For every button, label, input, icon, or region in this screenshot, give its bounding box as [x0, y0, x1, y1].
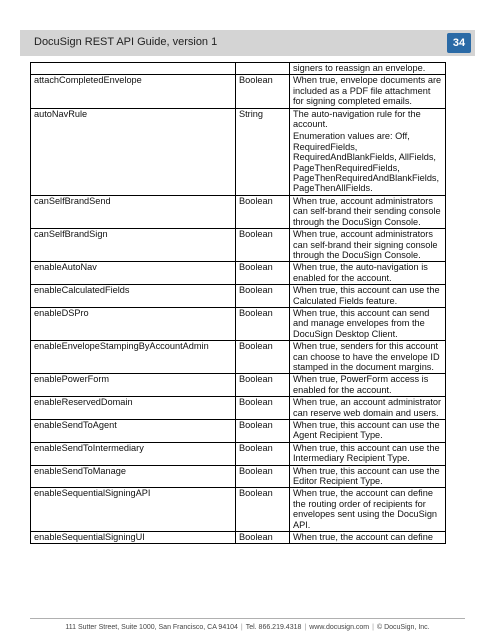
table-row [31, 262, 446, 285]
description-paragraph: When true, this account can send and manage envelopes from the DocuSign Desktop Client. [293, 307, 430, 339]
param-type: Boolean [236, 532, 290, 544]
param-description [290, 229, 446, 262]
param-name: enableSendToManage [31, 465, 236, 488]
table-row [31, 341, 446, 374]
param-type: Boolean [236, 420, 290, 443]
table-row [31, 285, 446, 308]
param-type: Boolean [236, 229, 290, 262]
param-description [290, 307, 446, 340]
description-paragraph: When true, the account can define [293, 532, 433, 543]
table-row [31, 397, 446, 420]
description-paragraph: When true, the account can define the routing order of recipients for envelopes sent using the DocuSign API. [293, 488, 438, 530]
param-name: enablePowerForm [31, 374, 236, 397]
param-type: Boolean [236, 465, 290, 488]
param-type: Boolean [236, 488, 290, 532]
param-name: canSelfBrandSend [31, 195, 236, 228]
param-name: enableSendToAgent [31, 420, 236, 443]
param-type: Boolean [236, 397, 290, 420]
page-footer: 111 Sutter Street, Suite 1000, San Francisco, CA 94104 | Tel. 866.219.4318 | www.docusign.com | © DocuSign, Inc. [65, 624, 430, 631]
param-name: attachCompletedEnvelope [31, 75, 236, 108]
param-type: Boolean [236, 262, 290, 285]
param-description [290, 262, 446, 285]
param-description [290, 285, 446, 308]
description-paragraph: The auto-navigation rule for the account. [293, 108, 421, 130]
param-type: Boolean [236, 285, 290, 308]
param-name: autoNavRule [31, 108, 236, 195]
description-paragraph: When true, an account administrator can reserve web domain and users. [293, 397, 442, 418]
param-name: enableSequentialSigningAPI [31, 488, 236, 532]
param-type: Boolean [236, 195, 290, 228]
continuation-description: signers to reassign an envelope. [290, 63, 446, 75]
param-type: Boolean [236, 374, 290, 397]
table-row-continuation [31, 63, 446, 75]
param-name: canSelfBrandSign [31, 229, 236, 262]
param-description [290, 195, 446, 228]
description-paragraph: When true, this account can use the Calculated Fields feature. [293, 285, 440, 306]
param-name: enableEnvelopeStampingByAccountAdmin [31, 341, 236, 374]
description-paragraph: When true, the auto-navigation is enabled for the account. [293, 262, 428, 283]
description-paragraph: When true, this account can use the Intermediary Recipient Type. [293, 442, 440, 464]
table-row [31, 465, 446, 488]
param-name: enableSendToIntermediary [31, 442, 236, 465]
footer-copyright: © DocuSign, Inc. [376, 624, 430, 631]
param-description [290, 465, 446, 488]
table-row [31, 488, 446, 532]
param-name: enableReservedDomain [31, 397, 236, 420]
table-row [31, 75, 446, 108]
footer-address: 111 Sutter Street, Suite 1000, San Francisco, CA 94104 [65, 624, 238, 631]
description-paragraph: When true, senders for this account can choose to have the envelope ID stamped in the document margins. [293, 341, 440, 372]
description-paragraph: Enumeration values are: Off, RequiredFields, RequiredAndBlankFields, AllFields, PageThenRequiredFields, PageThenRequiredAndBlankFields, PageThenAllFields. [293, 131, 440, 194]
description-paragraph: When true, this account can use the Agent Recipient Type. [293, 420, 440, 441]
table-row [31, 374, 446, 397]
description-paragraph: When true, envelope documents are included as a PDF file attachment for signing completed emails. [293, 75, 442, 107]
table-row [31, 532, 446, 544]
description-paragraph: When true, PowerForm access is enabled for the account. [293, 374, 429, 395]
param-description [290, 442, 446, 465]
footer-website: www.docusign.com [309, 624, 370, 631]
param-description [290, 420, 446, 443]
param-description [290, 488, 446, 532]
description-paragraph: When true, account administrators can self-brand their signing console through the DocuSign Console. [293, 229, 438, 260]
footer-tel: Tel. 866.219.4318 [245, 624, 302, 631]
param-description [290, 532, 446, 544]
param-description [290, 397, 446, 420]
param-description [290, 108, 446, 195]
table-row [31, 195, 446, 228]
param-description [290, 75, 446, 108]
description-paragraph: When true, account administrators can self-brand their sending console through the DocuSign Console. [293, 195, 441, 227]
param-description [290, 341, 446, 374]
footer-divider [30, 618, 465, 619]
param-type: Boolean [236, 307, 290, 340]
param-name: enableCalculatedFields [31, 285, 236, 308]
description-paragraph: When true, this account can use the Editor Recipient Type. [293, 465, 440, 487]
table-row [31, 229, 446, 262]
param-name: enableAutoNav [31, 262, 236, 285]
param-name: enableDSPro [31, 307, 236, 340]
page-number-badge: 34 [447, 33, 471, 53]
param-type: Boolean [236, 341, 290, 374]
document-title: DocuSign REST API Guide, version 1 [34, 36, 218, 48]
page-header [20, 30, 475, 56]
param-type: Boolean [236, 75, 290, 108]
param-type: Boolean [236, 442, 290, 465]
table-row [31, 108, 446, 195]
param-description [290, 374, 446, 397]
parameters-table [30, 62, 446, 544]
param-type: String [236, 108, 290, 195]
table-row [31, 307, 446, 340]
table-row [31, 442, 446, 465]
table-row [31, 420, 446, 443]
param-name: enableSequentialSigningUI [31, 532, 236, 544]
